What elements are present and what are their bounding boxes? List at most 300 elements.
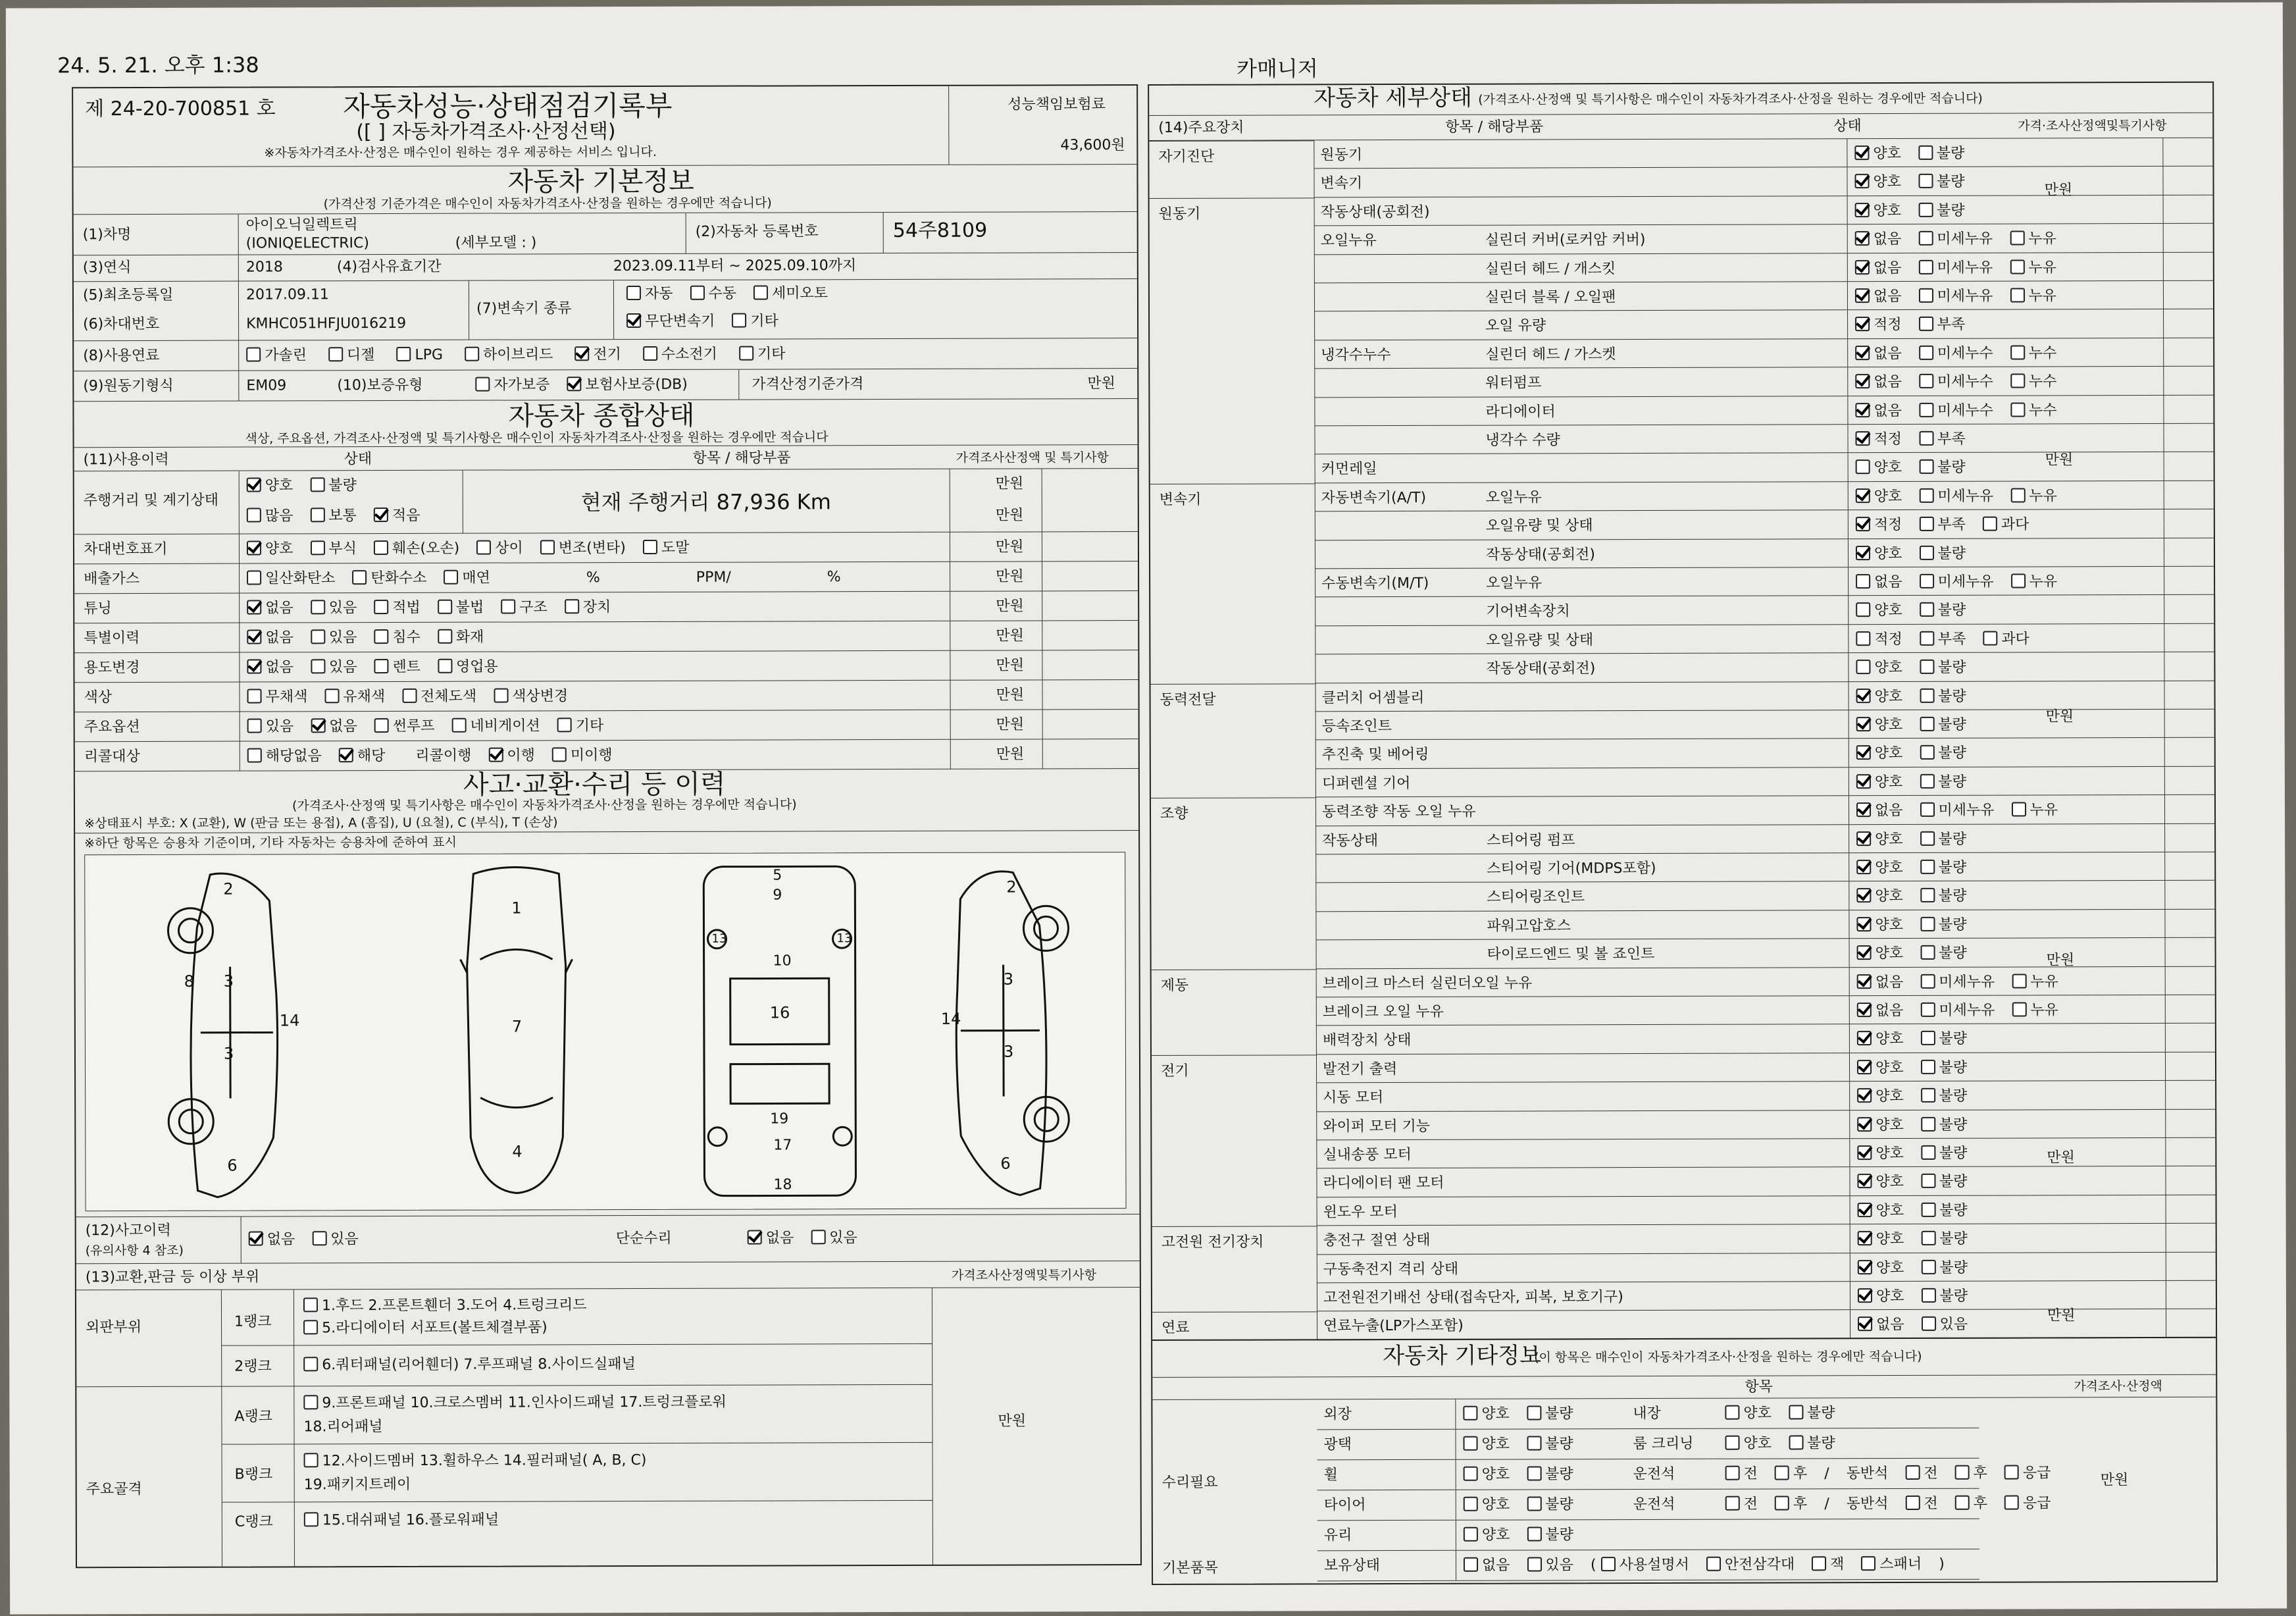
detail-state-options: 양호 불량 xyxy=(1856,888,1983,906)
checkbox[interactable] xyxy=(1918,145,1933,160)
overall-row xyxy=(75,739,1138,771)
checkbox[interactable] xyxy=(557,717,572,732)
detail-item: 원동기 xyxy=(1320,147,1363,164)
checkbox[interactable] xyxy=(303,1320,318,1334)
other-row xyxy=(1317,1550,1979,1582)
checkbox[interactable] xyxy=(1527,1557,1541,1571)
checkbox[interactable] xyxy=(1955,1465,1970,1480)
checkbox[interactable] xyxy=(1920,717,1934,731)
unit: 만원 xyxy=(995,507,1024,524)
checkbox-checked[interactable] xyxy=(1857,1117,1872,1132)
detail-subgroup: 오일누유 xyxy=(1320,232,1377,249)
checkbox[interactable] xyxy=(1921,1231,1935,1245)
checkbox[interactable] xyxy=(310,508,324,522)
detail-state-options: 양호 불량 xyxy=(1854,145,1981,163)
basic-note: (가격산정 기준가격은 매수인이 자동차가격조사·산정을 원하는 경우에만 적습니다) xyxy=(323,195,772,212)
checkbox-checked[interactable] xyxy=(1855,346,1870,360)
checkbox[interactable] xyxy=(396,347,411,361)
checkbox[interactable] xyxy=(494,689,508,703)
checkbox[interactable] xyxy=(2010,259,2024,274)
checkbox-checked[interactable] xyxy=(1857,974,1872,989)
checkbox[interactable] xyxy=(1789,1405,1803,1419)
checkbox-checked[interactable] xyxy=(1856,689,1871,703)
year-label: (3)연식 xyxy=(82,259,132,276)
checkbox[interactable] xyxy=(2012,974,2026,988)
checkbox[interactable] xyxy=(310,540,324,555)
engine-label: (9)원동기형식 xyxy=(83,377,174,395)
checkbox[interactable] xyxy=(1921,1259,1935,1274)
checkbox[interactable] xyxy=(476,540,491,555)
detail-row xyxy=(1315,710,2214,741)
checkbox[interactable] xyxy=(1920,631,1934,646)
checkbox[interactable] xyxy=(1463,1406,1477,1421)
accident-note: (가격조사·산정액 및 특기사항은 매수인이 자동차가격조사·산정을 원하는 경우에만 적습니다) xyxy=(292,797,797,814)
checkbox-checked[interactable] xyxy=(1856,431,1870,446)
checkbox-checked[interactable] xyxy=(1856,831,1871,846)
checkbox-checked[interactable] xyxy=(247,541,261,556)
detail-group: 제동 xyxy=(1160,977,1189,994)
checkbox-checked[interactable] xyxy=(488,748,503,762)
checkbox[interactable] xyxy=(2010,288,2024,303)
checkbox-checked[interactable] xyxy=(567,377,581,391)
checkbox[interactable] xyxy=(247,689,262,704)
checkbox-checked[interactable] xyxy=(1856,774,1871,789)
checkbox[interactable] xyxy=(552,747,567,762)
checkbox[interactable] xyxy=(1921,1088,1935,1103)
checkbox[interactable] xyxy=(1905,1465,1920,1480)
checkbox[interactable] xyxy=(1919,374,1933,388)
detail-item: 브레이크 오일 누유 xyxy=(1322,1003,1444,1021)
detail-state-options: 없음 미세누유 누유 xyxy=(1856,802,2075,820)
checkbox-checked[interactable] xyxy=(1856,917,1871,931)
checkbox[interactable] xyxy=(312,1231,326,1245)
detail-state-options: 없음 미세누유 누유 xyxy=(1855,259,2074,277)
checkbox[interactable] xyxy=(303,1395,318,1409)
checkbox-checked[interactable] xyxy=(748,1230,762,1245)
checkbox[interactable] xyxy=(753,286,768,300)
checkbox[interactable] xyxy=(1725,1496,1740,1511)
checkbox[interactable] xyxy=(1527,1466,1541,1480)
detail-item: 실린더 블록 / 오일팬 xyxy=(1485,289,1616,306)
checkbox[interactable] xyxy=(1920,688,1934,702)
checkbox[interactable] xyxy=(1919,545,1933,560)
checkbox[interactable] xyxy=(1464,1557,1478,1572)
detail-item: 스티어링 기어(MDPS포함) xyxy=(1487,860,1656,877)
checkbox[interactable] xyxy=(1920,945,1935,960)
checkbox[interactable] xyxy=(374,600,388,614)
checkbox[interactable] xyxy=(1921,1116,1935,1131)
detail-group: 자기진단 xyxy=(1158,148,1215,165)
checkbox[interactable] xyxy=(2010,402,2025,417)
checkbox-checked[interactable] xyxy=(374,508,388,522)
accident-section-header xyxy=(75,768,1138,833)
checkbox-checked[interactable] xyxy=(1856,860,1871,874)
detail-state-options: 양호 불량 xyxy=(1856,717,1983,735)
checkbox-checked[interactable] xyxy=(626,313,641,328)
detail-state-options: 양호 불량 xyxy=(1856,745,1983,763)
car-frame-view xyxy=(703,866,855,1196)
checkbox[interactable] xyxy=(311,659,325,673)
checkbox-checked[interactable] xyxy=(247,478,261,492)
detail-group: 원동기 xyxy=(1158,205,1201,222)
checkbox[interactable] xyxy=(2011,574,2026,588)
checkbox-checked[interactable] xyxy=(1857,945,1872,960)
checkbox-checked[interactable] xyxy=(1858,1317,1872,1332)
svg-text:3: 3 xyxy=(1003,1042,1014,1061)
checkbox-checked[interactable] xyxy=(1857,1088,1872,1103)
detail-state-options: 없음 미세누수 누수 xyxy=(1855,373,2074,391)
simple-repair-label: 단순수리 xyxy=(615,1230,672,1247)
detail-state-options: 양호 불량 xyxy=(1857,1145,1984,1163)
checkbox[interactable] xyxy=(1921,1060,1935,1074)
checkbox-checked[interactable] xyxy=(1856,517,1870,531)
checkbox[interactable] xyxy=(2010,374,2025,388)
checkbox[interactable] xyxy=(1789,1435,1803,1449)
paper-sheet xyxy=(6,2,2287,1614)
rankA-items-2: 18.리어패널 xyxy=(303,1419,383,1436)
detail-item: 라디에이터 xyxy=(1485,403,1556,421)
detail-item: 라디에이터 팬 모터 xyxy=(1323,1175,1444,1192)
checkbox[interactable] xyxy=(1918,203,1933,217)
checkbox-checked[interactable] xyxy=(1855,288,1870,303)
checkbox[interactable] xyxy=(1920,745,1934,760)
checkbox[interactable] xyxy=(1921,1174,1935,1188)
checkbox[interactable] xyxy=(1775,1496,1789,1510)
checkbox[interactable] xyxy=(247,508,261,523)
checkbox[interactable] xyxy=(1983,631,1997,645)
detail-row xyxy=(1314,367,2213,398)
checkbox[interactable] xyxy=(565,599,579,613)
rankA-label: A랭크 xyxy=(234,1408,273,1425)
checkbox[interactable] xyxy=(303,1297,318,1312)
svg-text:18: 18 xyxy=(773,1176,792,1193)
checkbox[interactable] xyxy=(475,377,490,392)
detail-item: 윈도우 모터 xyxy=(1323,1203,1398,1221)
checkbox[interactable] xyxy=(1918,288,1933,303)
checkbox-checked[interactable] xyxy=(1857,1145,1872,1160)
detail-row xyxy=(1315,910,2214,941)
checkbox-checked[interactable] xyxy=(1855,203,1870,217)
checkbox[interactable] xyxy=(438,600,452,614)
checkbox[interactable] xyxy=(2012,1003,2026,1017)
overall-row-options: 없음 있음 적법 불법 구조 장치 xyxy=(247,599,628,617)
detail-row xyxy=(1316,1138,2215,1169)
repair-group: 수리필요 xyxy=(1161,1474,1218,1491)
swap-price-col: 가격조사산정액및특기사항 xyxy=(951,1268,1097,1283)
other-state: 양호 불량 xyxy=(1725,1435,1852,1453)
checkbox-checked[interactable] xyxy=(1857,1031,1872,1046)
checkbox[interactable] xyxy=(246,348,261,362)
detail-state-options: 양호 불량 xyxy=(1856,459,1983,477)
svg-text:1: 1 xyxy=(511,899,522,918)
checkbox[interactable] xyxy=(1918,231,1933,246)
checkbox-checked[interactable] xyxy=(249,1232,263,1246)
checkbox[interactable] xyxy=(1861,1556,1875,1571)
checkbox[interactable] xyxy=(352,570,367,585)
checkbox[interactable] xyxy=(626,286,641,300)
checkbox[interactable] xyxy=(304,1453,319,1467)
col-price: 가격조사산정액 및 특기사항 xyxy=(956,450,1109,465)
checkbox[interactable] xyxy=(1920,831,1935,845)
detail-item: 충전구 절연 상태 xyxy=(1323,1232,1431,1249)
checkbox-checked[interactable] xyxy=(1855,374,1870,388)
checkbox[interactable] xyxy=(1725,1405,1739,1420)
overall-row-options: 없음 있음 렌트 영업용 xyxy=(247,659,515,677)
checkbox[interactable] xyxy=(438,659,452,673)
detail-row xyxy=(1314,252,2213,283)
checkbox[interactable] xyxy=(1955,1496,1970,1510)
checkbox-checked[interactable] xyxy=(1858,1231,1872,1245)
detail-state-options: 양호 불량 xyxy=(1856,545,1983,563)
checkbox[interactable] xyxy=(1706,1557,1721,1571)
checkbox-checked[interactable] xyxy=(1857,1060,1872,1074)
checkbox[interactable] xyxy=(1920,660,1934,674)
svg-text:2: 2 xyxy=(1006,877,1017,897)
swap-label: (13)교환,판금 등 이상 부위 xyxy=(85,1268,260,1286)
checkbox[interactable] xyxy=(311,600,325,614)
detail-row xyxy=(1315,852,2214,883)
checkbox[interactable] xyxy=(540,540,555,554)
overall-row-label: 리콜대상 xyxy=(84,748,140,766)
checkbox[interactable] xyxy=(2004,1465,2019,1480)
checkbox[interactable] xyxy=(1919,517,1933,531)
checkbox[interactable] xyxy=(1919,402,1933,417)
checkbox[interactable] xyxy=(1775,1465,1789,1480)
checkbox[interactable] xyxy=(690,286,704,300)
rank2-label: 2랭크 xyxy=(234,1358,272,1375)
checkbox-checked[interactable] xyxy=(1855,403,1870,417)
checkbox[interactable] xyxy=(1464,1497,1478,1511)
detail-subgroup: 작동상태 xyxy=(1322,832,1379,849)
checkbox-checked[interactable] xyxy=(1855,231,1870,246)
checkbox-checked[interactable] xyxy=(1857,1174,1872,1189)
checkbox[interactable] xyxy=(2010,345,2025,359)
checkbox[interactable] xyxy=(1725,1466,1740,1480)
engine: EM09 xyxy=(246,377,287,394)
mileage-state-2: 많음 보통 적음 xyxy=(247,508,421,525)
detail-group: 변속기 xyxy=(1159,491,1202,508)
checkbox-checked[interactable] xyxy=(1857,1003,1872,1017)
checkbox[interactable] xyxy=(247,719,262,733)
checkbox[interactable] xyxy=(438,629,452,644)
detail-item: 냉각수 수량 xyxy=(1485,432,1560,449)
checkbox[interactable] xyxy=(1527,1436,1541,1450)
detail-row xyxy=(1315,767,2214,798)
detail-state-options: 없음 미세누수 누수 xyxy=(1855,345,2074,363)
row-fuel xyxy=(74,338,1137,371)
detail-row xyxy=(1315,538,2214,569)
detail-row xyxy=(1317,1281,2216,1312)
basic-items-group: 기본품목 xyxy=(1161,1559,1219,1577)
checkbox-checked[interactable] xyxy=(1856,746,1871,760)
checkbox[interactable] xyxy=(374,540,388,555)
checkbox[interactable] xyxy=(1921,1288,1935,1303)
checkbox-checked[interactable] xyxy=(1856,889,1871,903)
checkbox[interactable] xyxy=(2010,231,2024,246)
checkbox[interactable] xyxy=(1919,459,1933,474)
svg-text:8: 8 xyxy=(184,972,195,991)
svg-text:5: 5 xyxy=(773,867,782,884)
checkbox[interactable] xyxy=(1918,259,1933,274)
detail-item: 배력장치 상태 xyxy=(1322,1032,1412,1049)
checkbox-checked[interactable] xyxy=(1854,145,1869,160)
checkbox-checked[interactable] xyxy=(1854,174,1869,189)
svg-text:6: 6 xyxy=(1000,1154,1011,1173)
detail-item: 타이로드엔드 및 볼 죠인트 xyxy=(1487,946,1655,963)
checkbox[interactable] xyxy=(311,629,325,644)
checkbox[interactable] xyxy=(1856,603,1870,617)
svg-text:4: 4 xyxy=(512,1142,523,1161)
rankC-items: 15.대쉬패널 16.플로워패널 xyxy=(304,1512,499,1530)
checkbox-checked[interactable] xyxy=(1855,260,1870,274)
checkbox[interactable] xyxy=(1856,660,1870,674)
checkbox[interactable] xyxy=(1920,917,1935,931)
checkbox[interactable] xyxy=(1920,602,1934,617)
trans-label: (7)변속기 종류 xyxy=(476,300,572,317)
detail-row xyxy=(1314,395,2213,426)
price-unit: 만원 xyxy=(1087,375,1115,392)
checkbox-checked[interactable] xyxy=(1856,802,1871,817)
checkbox[interactable] xyxy=(1921,1203,1935,1217)
checkbox[interactable] xyxy=(1905,1496,1920,1510)
left-panel xyxy=(72,84,1142,1568)
checkbox[interactable] xyxy=(328,347,343,361)
simple-repair-options: 없음 있음 xyxy=(748,1230,857,1247)
detail-col-item: 항목 / 해당부품 xyxy=(1445,118,1544,136)
checkbox[interactable] xyxy=(1919,488,1933,503)
checkbox[interactable] xyxy=(1725,1436,1739,1450)
checkbox[interactable] xyxy=(402,689,417,703)
checkbox[interactable] xyxy=(444,570,458,585)
checkbox-checked[interactable] xyxy=(311,718,325,733)
checkbox[interactable] xyxy=(304,1512,319,1526)
checkbox-checked[interactable] xyxy=(1856,717,1871,731)
checkbox[interactable] xyxy=(1464,1467,1478,1481)
detail-row xyxy=(1315,452,2214,483)
rank2-items: 6.쿼터패널(리어휀더) 7.루프패널 8.사이드실패널 xyxy=(303,1356,636,1374)
detail-state-options: 양호 불량 xyxy=(1856,860,1983,877)
checkbox[interactable] xyxy=(1919,317,1933,331)
checkbox[interactable] xyxy=(1920,574,1934,588)
checkbox[interactable] xyxy=(1856,574,1870,588)
checkbox[interactable] xyxy=(1920,860,1935,874)
checkbox[interactable] xyxy=(1922,1316,1936,1331)
checkbox[interactable] xyxy=(2012,802,2026,817)
detail-state-options: 없음 미세누수 누수 xyxy=(1855,402,2074,420)
checkbox[interactable] xyxy=(1463,1436,1477,1451)
checkbox[interactable] xyxy=(1983,517,1997,531)
checkbox[interactable] xyxy=(374,659,388,673)
checkbox[interactable] xyxy=(247,571,261,585)
checkbox[interactable] xyxy=(1527,1526,1541,1541)
detail-item: 등속조인트 xyxy=(1321,718,1392,735)
checkbox[interactable] xyxy=(451,718,466,733)
checkbox-checked[interactable] xyxy=(1856,488,1870,503)
checkbox[interactable] xyxy=(1527,1405,1541,1420)
checkbox[interactable] xyxy=(501,600,515,614)
checkbox[interactable] xyxy=(1856,460,1870,475)
checkbox[interactable] xyxy=(1919,346,1933,360)
checkbox[interactable] xyxy=(1464,1527,1478,1542)
unit: 만원 xyxy=(995,538,1024,556)
checkbox[interactable] xyxy=(739,346,753,361)
checkbox[interactable] xyxy=(2010,488,2025,502)
checkbox[interactable] xyxy=(1527,1496,1541,1511)
checkbox[interactable] xyxy=(643,540,657,554)
checkbox-checked[interactable] xyxy=(247,600,261,615)
detail-state-options: 양호 불량 xyxy=(1854,174,1981,192)
checkbox-checked[interactable] xyxy=(1858,1260,1872,1274)
checkbox[interactable] xyxy=(1920,1003,1935,1017)
checkbox-checked[interactable] xyxy=(339,748,353,762)
detail-item: 기어변속장치 xyxy=(1486,603,1570,621)
other-item: 유리 xyxy=(1323,1527,1352,1544)
other-row xyxy=(1317,1428,1979,1461)
other-row xyxy=(1317,1398,1979,1430)
detail-item: 워터펌프 xyxy=(1485,375,1542,392)
checkbox[interactable] xyxy=(1920,888,1935,902)
checkbox-checked[interactable] xyxy=(1856,546,1870,560)
checkbox[interactable] xyxy=(1812,1556,1826,1571)
detail-item: 실린더 헤드 / 가스켓 xyxy=(1485,346,1616,363)
checkbox[interactable] xyxy=(247,748,262,763)
checkbox[interactable] xyxy=(465,347,479,361)
price-label: 가격산정기준가격 xyxy=(752,376,864,393)
checkbox[interactable] xyxy=(1601,1557,1616,1571)
car-diagram-panel xyxy=(84,852,1126,1211)
rankC-label: C랭크 xyxy=(234,1513,273,1530)
overall-row-options: 해당없음 해당 리콜이행 이행 미이행 xyxy=(247,747,630,766)
detail-item: 발전기 출력 xyxy=(1323,1060,1398,1078)
checkbox[interactable] xyxy=(374,629,388,644)
detail-row xyxy=(1314,167,2212,197)
checkbox[interactable] xyxy=(303,1357,318,1371)
unit: 만원 xyxy=(996,657,1024,674)
checkbox[interactable] xyxy=(643,346,657,361)
checkbox[interactable] xyxy=(1918,174,1933,188)
checkbox[interactable] xyxy=(1921,1145,1935,1160)
rankB-label: B랭크 xyxy=(234,1466,273,1483)
checkbox[interactable] xyxy=(1920,1031,1935,1045)
detail-row xyxy=(1317,1309,2216,1340)
overall-note: 색상, 주요옵션, 가격조사·산정액 및 특기사항은 매수인이 자동차가격조사·산정을 원하는 경우에만 적습니다 xyxy=(245,430,829,446)
row-mileage xyxy=(74,469,1138,534)
checkbox[interactable] xyxy=(324,689,339,703)
checkbox-checked[interactable] xyxy=(1858,1203,1872,1217)
col-state: 상태 xyxy=(344,451,372,468)
checkbox[interactable] xyxy=(310,477,324,492)
checkbox[interactable] xyxy=(732,313,746,328)
checkbox[interactable] xyxy=(1920,974,1935,988)
checkbox-checked[interactable] xyxy=(574,346,589,361)
checkbox-checked[interactable] xyxy=(1858,1288,1872,1303)
vin-label: (6)차대번호 xyxy=(83,315,160,333)
checkbox[interactable] xyxy=(374,718,389,733)
checkbox[interactable] xyxy=(1919,431,1933,446)
checkbox[interactable] xyxy=(1920,802,1934,817)
checkbox[interactable] xyxy=(1856,631,1870,646)
checkbox-checked[interactable] xyxy=(1855,317,1870,332)
car-diagrams xyxy=(85,852,1125,1211)
checkbox[interactable] xyxy=(1920,774,1934,789)
detail-row xyxy=(1314,338,2213,369)
checkbox-checked[interactable] xyxy=(247,660,261,674)
checkbox-checked[interactable] xyxy=(247,630,261,644)
other-col-price: 가격조사·산정액 xyxy=(2074,1378,2162,1394)
checkbox[interactable] xyxy=(2004,1496,2019,1510)
detail-state-options: 적정 부족 xyxy=(1855,317,1982,334)
checkbox[interactable] xyxy=(811,1230,825,1244)
